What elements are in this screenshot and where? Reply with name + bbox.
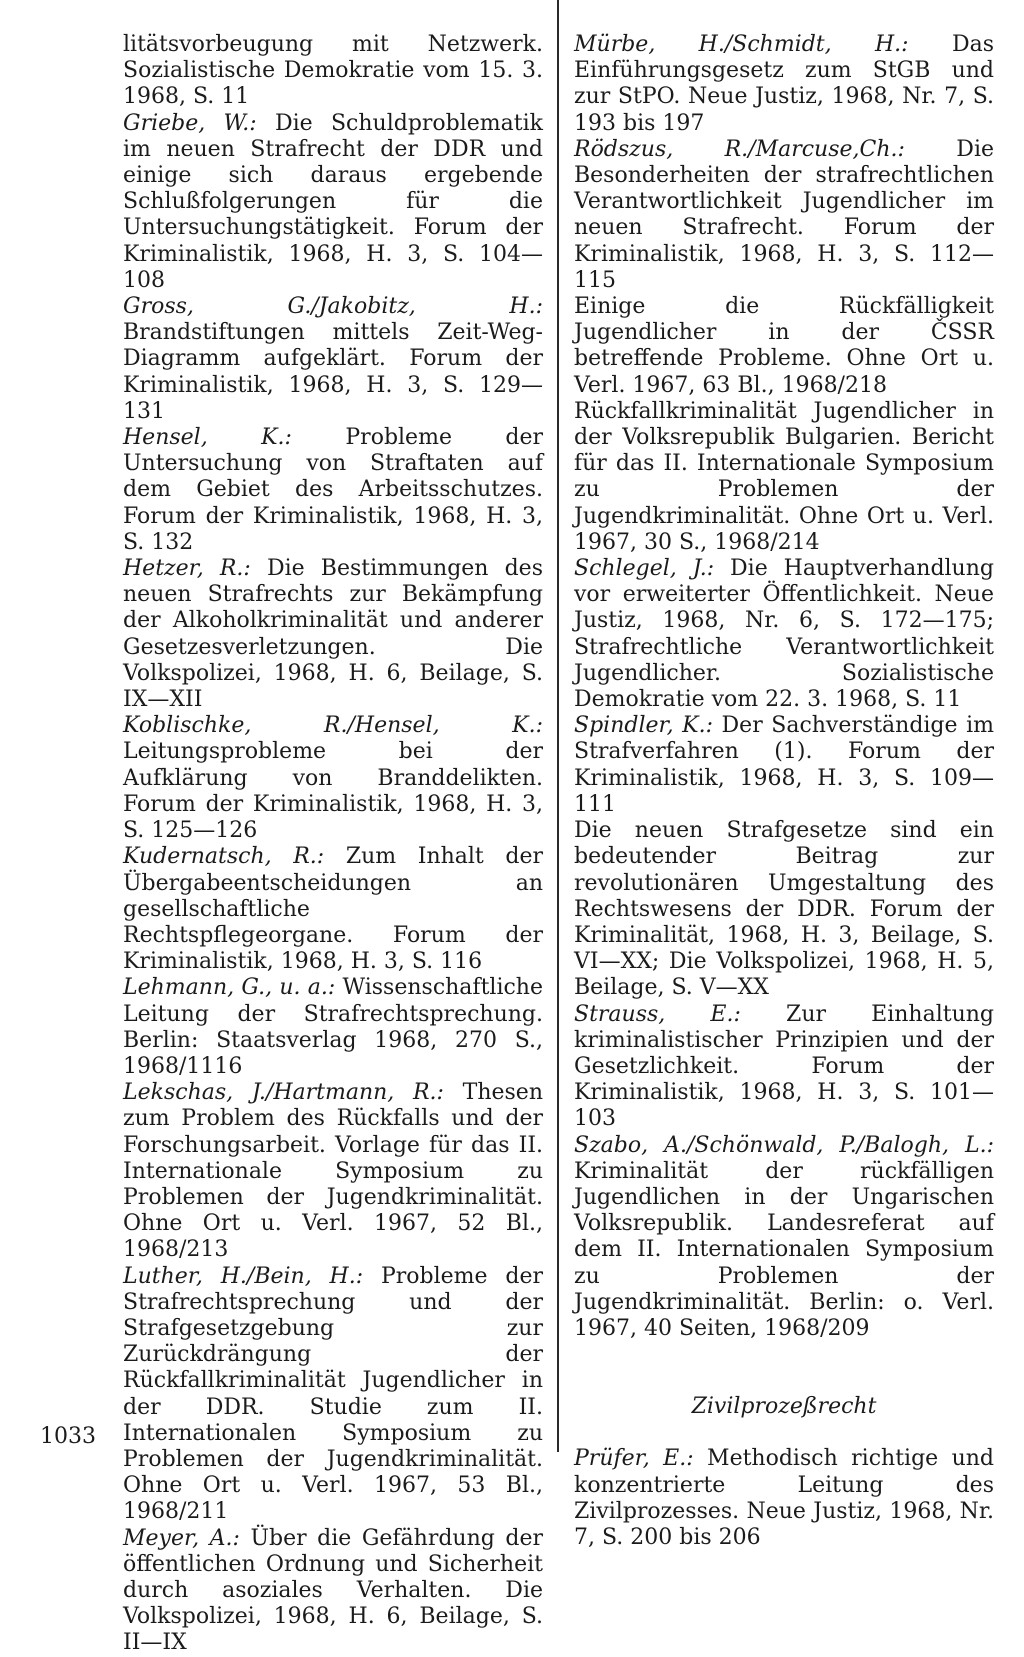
entry-author: Mürbe, H./Schmidt, H.: bbox=[574, 32, 909, 57]
bibliography-entry bbox=[123, 425, 543, 556]
entry-text: Die Besonderheiten der strafrechtlichen Verantwortlichkeit Jugendlicher im neuen Strafrecht. Forum der Kriminalistik, 1968, H. 3, S. 112—115 bbox=[574, 136, 994, 293]
entry-author: Lekschas, J./Hartmann, R.: bbox=[123, 1080, 444, 1106]
entry-text: Leitungsprobleme bei der Aufklärung von Branddelikten. Forum der Kriminalistik, 1968, H. 3, S. 125—126 bbox=[123, 739, 543, 844]
bibliography-entry bbox=[574, 1002, 994, 1133]
entry-author: Spindler, K.: bbox=[574, 713, 713, 739]
section-spacer-small bbox=[574, 1420, 994, 1446]
bibliography-entry bbox=[123, 556, 543, 713]
entry-text: Kriminalität der rückfälligen Jugendlichen in der Ungarischen Volksrepublik. Landesreferat auf dem II. Internationalen Symposium zu Problemen der Jugendkriminalität. Berlin: o. Verl. 1967, 40 Seiten, 1968/209 bbox=[574, 1158, 994, 1341]
entry-author: Koblischke, R./Hensel, K.: bbox=[123, 713, 543, 739]
entry-text: Brandstiftungen mittels Zeit-Weg-Diagramm aufgeklärt. Forum der Kriminalistik, 1968, H. 3, S. 129—131 bbox=[123, 320, 543, 424]
bibliography-entry bbox=[574, 1446, 994, 1551]
entry-text: Probleme der Strafrechtsprechung und der Strafgesetzgebung zur Zurückdrängung der Rückfallkriminalität Jugendlicher in der DDR. Studie zum II. Internationalen Symposium zu Problemen der Jugendkriminalität. Ohne Ort u. Verl. 1967, 53 Bl., 1968/211 bbox=[123, 1263, 543, 1525]
entry-author: Griebe, W.: bbox=[123, 110, 257, 136]
entry-text: Zum Inhalt der Übergabeentscheidungen an gesellschaftliche Rechtspflegeorgane. Forum der Kriminalistik, 1968, H. 3, S. 116 bbox=[123, 844, 543, 975]
bibliography-entry bbox=[123, 844, 543, 975]
bibliography-entry bbox=[123, 111, 543, 294]
left-column bbox=[123, 32, 543, 1657]
bibliography-entry bbox=[123, 1526, 543, 1657]
bibliography-entry bbox=[123, 294, 543, 425]
entry-author: Meyer, A.: bbox=[123, 1525, 240, 1551]
bibliography-entry bbox=[574, 818, 994, 1001]
bibliography-entry bbox=[123, 32, 543, 111]
entry-text: Einige die Rückfälligkeit Jugendlicher in der ČSSR betreffende Probleme. Ohne Ort u. Verl. 1967, 63 Bl., 1968/218 bbox=[574, 294, 994, 398]
entry-author: Lehmann, G., u. a.: bbox=[123, 975, 336, 1001]
bibliography-entry bbox=[574, 1133, 994, 1343]
column-divider bbox=[557, 0, 559, 1452]
bibliography-entry bbox=[574, 713, 994, 818]
section-heading: Zivilprozeßrecht bbox=[691, 1394, 877, 1420]
entry-text: Wissenschaftliche Leitung der Strafrechtsprechung. Berlin: Staatsverlag 1968, 270 S., 1968/1116 bbox=[123, 975, 543, 1079]
entry-text: Über die Gefährdung der öffentlichen Ordnung und Sicherheit durch asoziales Verhalten. Die Volkspolizei, 1968, H. 6, Beilage, S. II—IX bbox=[123, 1525, 544, 1656]
entry-text: Die Schuldproblematik im neuen Strafrecht der DDR und einige sich daraus ergebende Schlußfolgerungen für die Untersuchungstätigkeit. Forum der Kriminalistik, 1968, H. 3, S. 104—108 bbox=[123, 110, 543, 293]
bibliography-entry bbox=[123, 713, 543, 844]
entry-text: Rückfallkriminalität Jugendlicher in der Volksrepublik Bulgarien. Bericht für das II. Internationale Symposium zu Problemen der Jugendkriminalität. Ohne Ort u. Verl. 1967, 30 S., 1968/214 bbox=[574, 398, 994, 555]
entry-author: Schlegel, J.: bbox=[574, 556, 715, 582]
bibliography-entry bbox=[574, 137, 994, 294]
entry-author: Szabo, A./Schönwald, P./Balogh, L.: bbox=[574, 1132, 994, 1158]
right-column-entries bbox=[574, 32, 994, 1342]
bibliography-entry bbox=[574, 32, 994, 137]
bibliography-entry bbox=[123, 975, 543, 1080]
right-column bbox=[574, 32, 994, 1551]
entry-text: Die Hauptverhandlung vor erweiterter Öffentlichkeit. Neue Justiz, 1968, Nr. 6, S. 172—175; Strafrechtliche Verantwortlichkeit Jugendlicher. Sozialistische Demokratie vom 22. 3. 1968, S. 11 bbox=[574, 556, 994, 713]
entry-author: Kudernatsch, R.: bbox=[123, 844, 325, 870]
entry-text: Die neuen Strafgesetze sind ein bedeutender Beitrag zur revolutionären Umgestaltung des Rechtswesens der DDR. Forum der Kriminalität, 1968, H. 3, Beilage, S. VI—XX; Die Volkspolizei, 1968, H. 5, Beilage, S. V—XX bbox=[574, 818, 994, 1001]
entry-author: Hensel, K.: bbox=[123, 425, 292, 451]
bibliography-entry bbox=[574, 399, 994, 556]
entry-text: Probleme der Untersuchung von Straftaten auf dem Gebiet des Arbeitsschutzes. Forum der Kriminalistik, 1968, H. 3, S. 132 bbox=[123, 425, 543, 555]
section-spacer bbox=[574, 1342, 994, 1394]
bibliography-entry bbox=[123, 1264, 543, 1526]
page-number: 1033 bbox=[40, 1424, 96, 1449]
entry-author: Rödszus, R./Marcuse,Ch.: bbox=[574, 136, 905, 162]
entry-text: Das Einführungsgesetz zum StGB und zur StPO. Neue Justiz, 1968, Nr. 7, S. 193 bis 197 bbox=[574, 32, 994, 136]
entry-text: Thesen zum Problem des Rückfalls und der Forschungsarbeit. Vorlage für das II. Internationale Symposium zu Problemen der Jugendkriminalität. Ohne Ort u. Verl. 1967, 52 Bl., 1968/213 bbox=[123, 1080, 543, 1263]
bibliography-entry bbox=[123, 1080, 543, 1263]
entry-author: Gross, G./Jakobitz, H.: bbox=[123, 294, 543, 320]
entry-text: Die Bestimmungen des neuen Strafrechts zur Bekämpfung der Alkoholkriminalität und anderer Gesetzesverletzungen. Die Volkspolizei, 1968, H. 6, Beilage, S. IX—XII bbox=[123, 556, 543, 713]
entry-text: litätsvorbeugung mit Netzwerk. Sozialistische Demokratie vom 15. 3. 1968, S. 11 bbox=[123, 32, 543, 110]
entry-author: Luther, H./Bein, H.: bbox=[123, 1263, 364, 1289]
entry-author: Strauss, E.: bbox=[574, 1001, 741, 1027]
entry-text: Zur Einhaltung kriminalistischer Prinzipien und der Gesetzlichkeit. Forum der Kriminalistik, 1968, H. 3, S. 101—103 bbox=[574, 1001, 995, 1132]
entry-author: Hetzer, R.: bbox=[123, 556, 251, 582]
bibliography-entry bbox=[574, 294, 994, 399]
entry-author: Prüfer, E.: bbox=[574, 1446, 694, 1472]
bibliography-entry bbox=[574, 556, 994, 713]
section-entries bbox=[574, 1446, 994, 1551]
entry-text: Der Sachverständige im Strafverfahren (1). Forum der Kriminalistik, 1968, H. 3, S. 109—111 bbox=[574, 713, 994, 817]
entry-text: Methodisch richtige und konzentrierte Leitung des Zivilprozesses. Neue Justiz, 1968, Nr. 7, S. 200 bis 206 bbox=[574, 1446, 995, 1550]
